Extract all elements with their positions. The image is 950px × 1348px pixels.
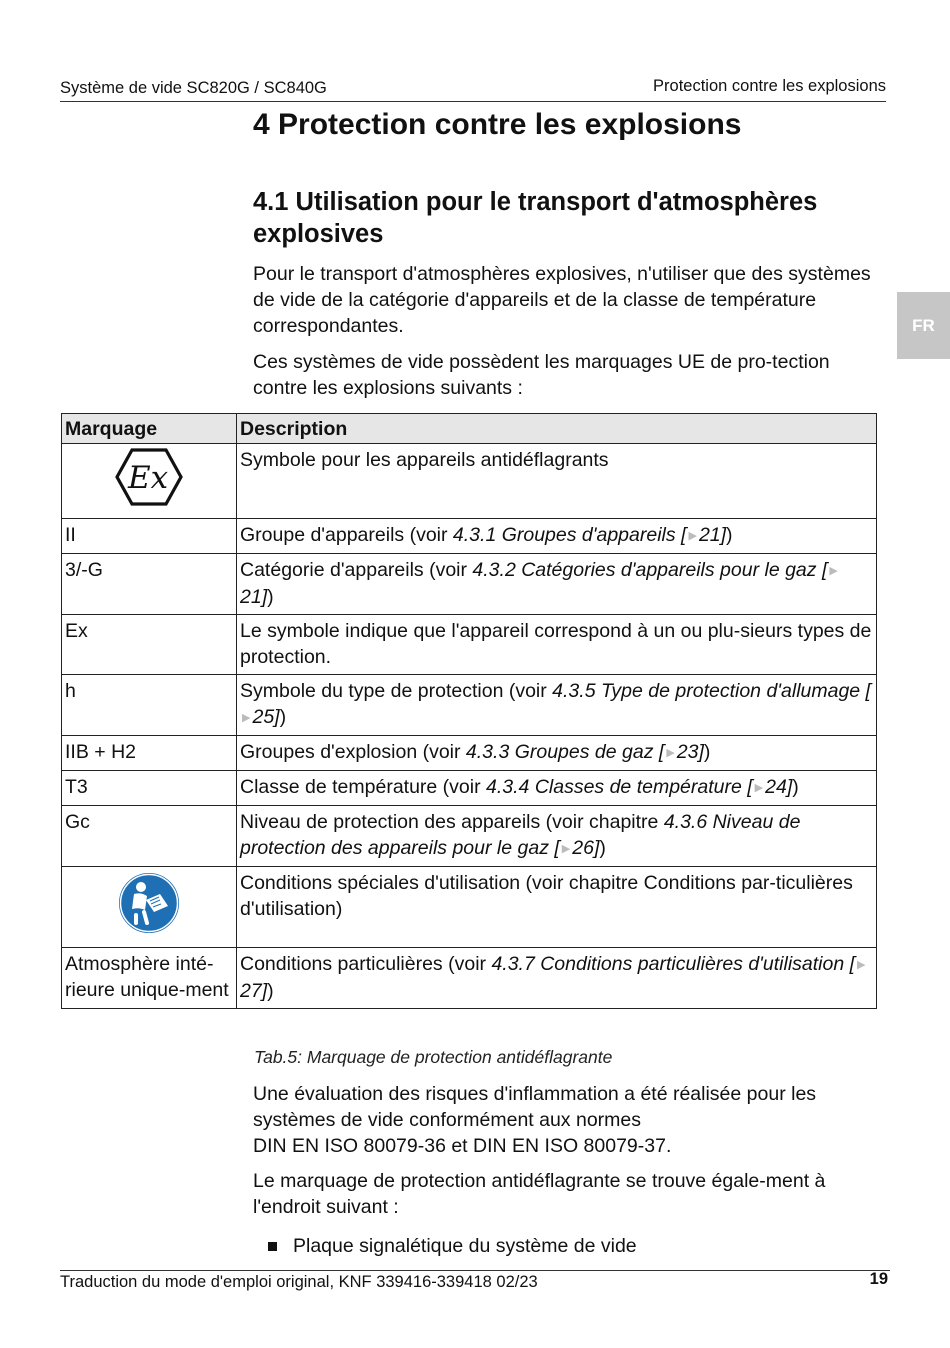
description-cell: Groupes d'explosion (voir 4.3.3 Groupes de gaz [ ▶ 23]) [237,736,877,771]
column-header-description: Description [237,414,877,444]
marking-cell: Gc [62,806,237,867]
svg-text:Ex: Ex [127,460,169,496]
column-header-marking: Marquage [62,414,237,444]
table-row [62,519,877,554]
table-row [62,444,877,519]
table-header-row [62,414,877,444]
footer-text: Traduction du mode d'emploi original, KNF 339416-339418 02/23 [60,1273,538,1291]
description-cell: Catégorie d'appareils (voir 4.3.2 Catégories d'appareils pour le gaz [ ▶21]) [237,554,877,615]
table-caption: Tab.5: Marquage de protection antidéflagrante [254,1047,613,1067]
list-item [268,1233,637,1259]
language-tab: FR [897,292,950,359]
description-cell: Niveau de protection des appareils (voir chapitre 4.3.6 Niveau de protection des appareils pour le gaz [ ▶ 26]) [237,806,877,867]
description-cell: Conditions particulières (voir 4.3.7 Conditions particulières d'utilisation [ ▶27]) [237,948,877,1009]
marking-cell: T3 [62,771,237,806]
marking-cell: Atmosphère inté-rieure unique-ment [62,948,237,1009]
cross-ref-arrow-icon: ▶ [242,712,251,724]
running-header-left: Système de vide SC820G / SC840G [60,79,327,97]
marking-cell: II [62,519,237,554]
header-divider [60,101,886,102]
section-title: 4.1 Utilisation pour le transport d'atmosphères explosives [253,188,818,248]
cross-ref-arrow-icon: ▶ [688,530,697,542]
table-row [62,771,877,806]
table-row [62,675,877,736]
description-cell: Groupe d'appareils (voir 4.3.1 Groupes d'appareils [ ▶ 21]) [237,519,877,554]
marking-table [61,413,877,1009]
list-item-text: Plaque signalétique du système de vide [293,1235,637,1257]
read-manual-icon [116,870,182,936]
table-row [62,867,877,948]
cross-ref-arrow-icon: ▶ [666,747,675,759]
table-row [62,806,877,867]
description-cell: Conditions spéciales d'utilisation (voir chapitre Conditions par-ticulières d'utilisation) [237,867,877,948]
bullet-square-icon [268,1242,277,1251]
description-cell: Symbole pour les appareils antidéflagrants [237,444,877,519]
marking-cell: 3/-G [62,554,237,615]
marking-location-paragraph: Le marquage de protection antidéflagrante se trouve égale-ment à l'endroit suivant : [253,1170,826,1218]
intro-paragraph: Pour le transport d'atmosphères explosives, n'utiliser que des systèmes de vide de la catégorie d'appareils et de la classe de température correspondantes. [253,263,871,337]
marking-cell: Ex [62,615,237,675]
table-row [62,554,877,615]
chapter-title: 4 Protection contre les explosions [253,108,742,141]
cross-ref-arrow-icon: ▶ [857,959,866,971]
cross-ref-arrow-icon: ▶ [829,565,838,577]
table-row [62,615,877,675]
description-cell: Le symbole indique que l'appareil correspond à un ou plu-sieurs types de protection. [237,615,877,675]
running-header-right: Protection contre les explosions [653,77,886,95]
page-number: 19 [869,1270,888,1288]
marking-cell [62,867,237,948]
marking-cell [62,444,237,519]
description-cell: Classe de température (voir 4.3.4 Classes de température [ ▶ 24]) [237,771,877,806]
marking-cell: h [62,675,237,736]
marking-cell: IIB + H2 [62,736,237,771]
table-row [62,948,877,1009]
markings-intro-paragraph: Ces systèmes de vide possèdent les marquages UE de pro-tection contre les explosions suivants : [253,351,830,399]
cross-ref-arrow-icon: ▶ [561,843,571,855]
cross-ref-arrow-icon: ▶ [754,782,764,794]
description-cell: Symbole du type de protection (voir 4.3.5 Type de protection d'allumage [▶ 25]) [237,675,877,736]
ex-hexagon-icon [115,447,183,507]
table-row [62,736,877,771]
risk-assessment-paragraph: Une évaluation des risques d'inflammation a été réalisée pour les systèmes de vide conformément aux normes DIN EN ISO 80079-36 et DIN EN ISO 80079-37. [253,1083,817,1157]
footer-divider [60,1270,890,1271]
